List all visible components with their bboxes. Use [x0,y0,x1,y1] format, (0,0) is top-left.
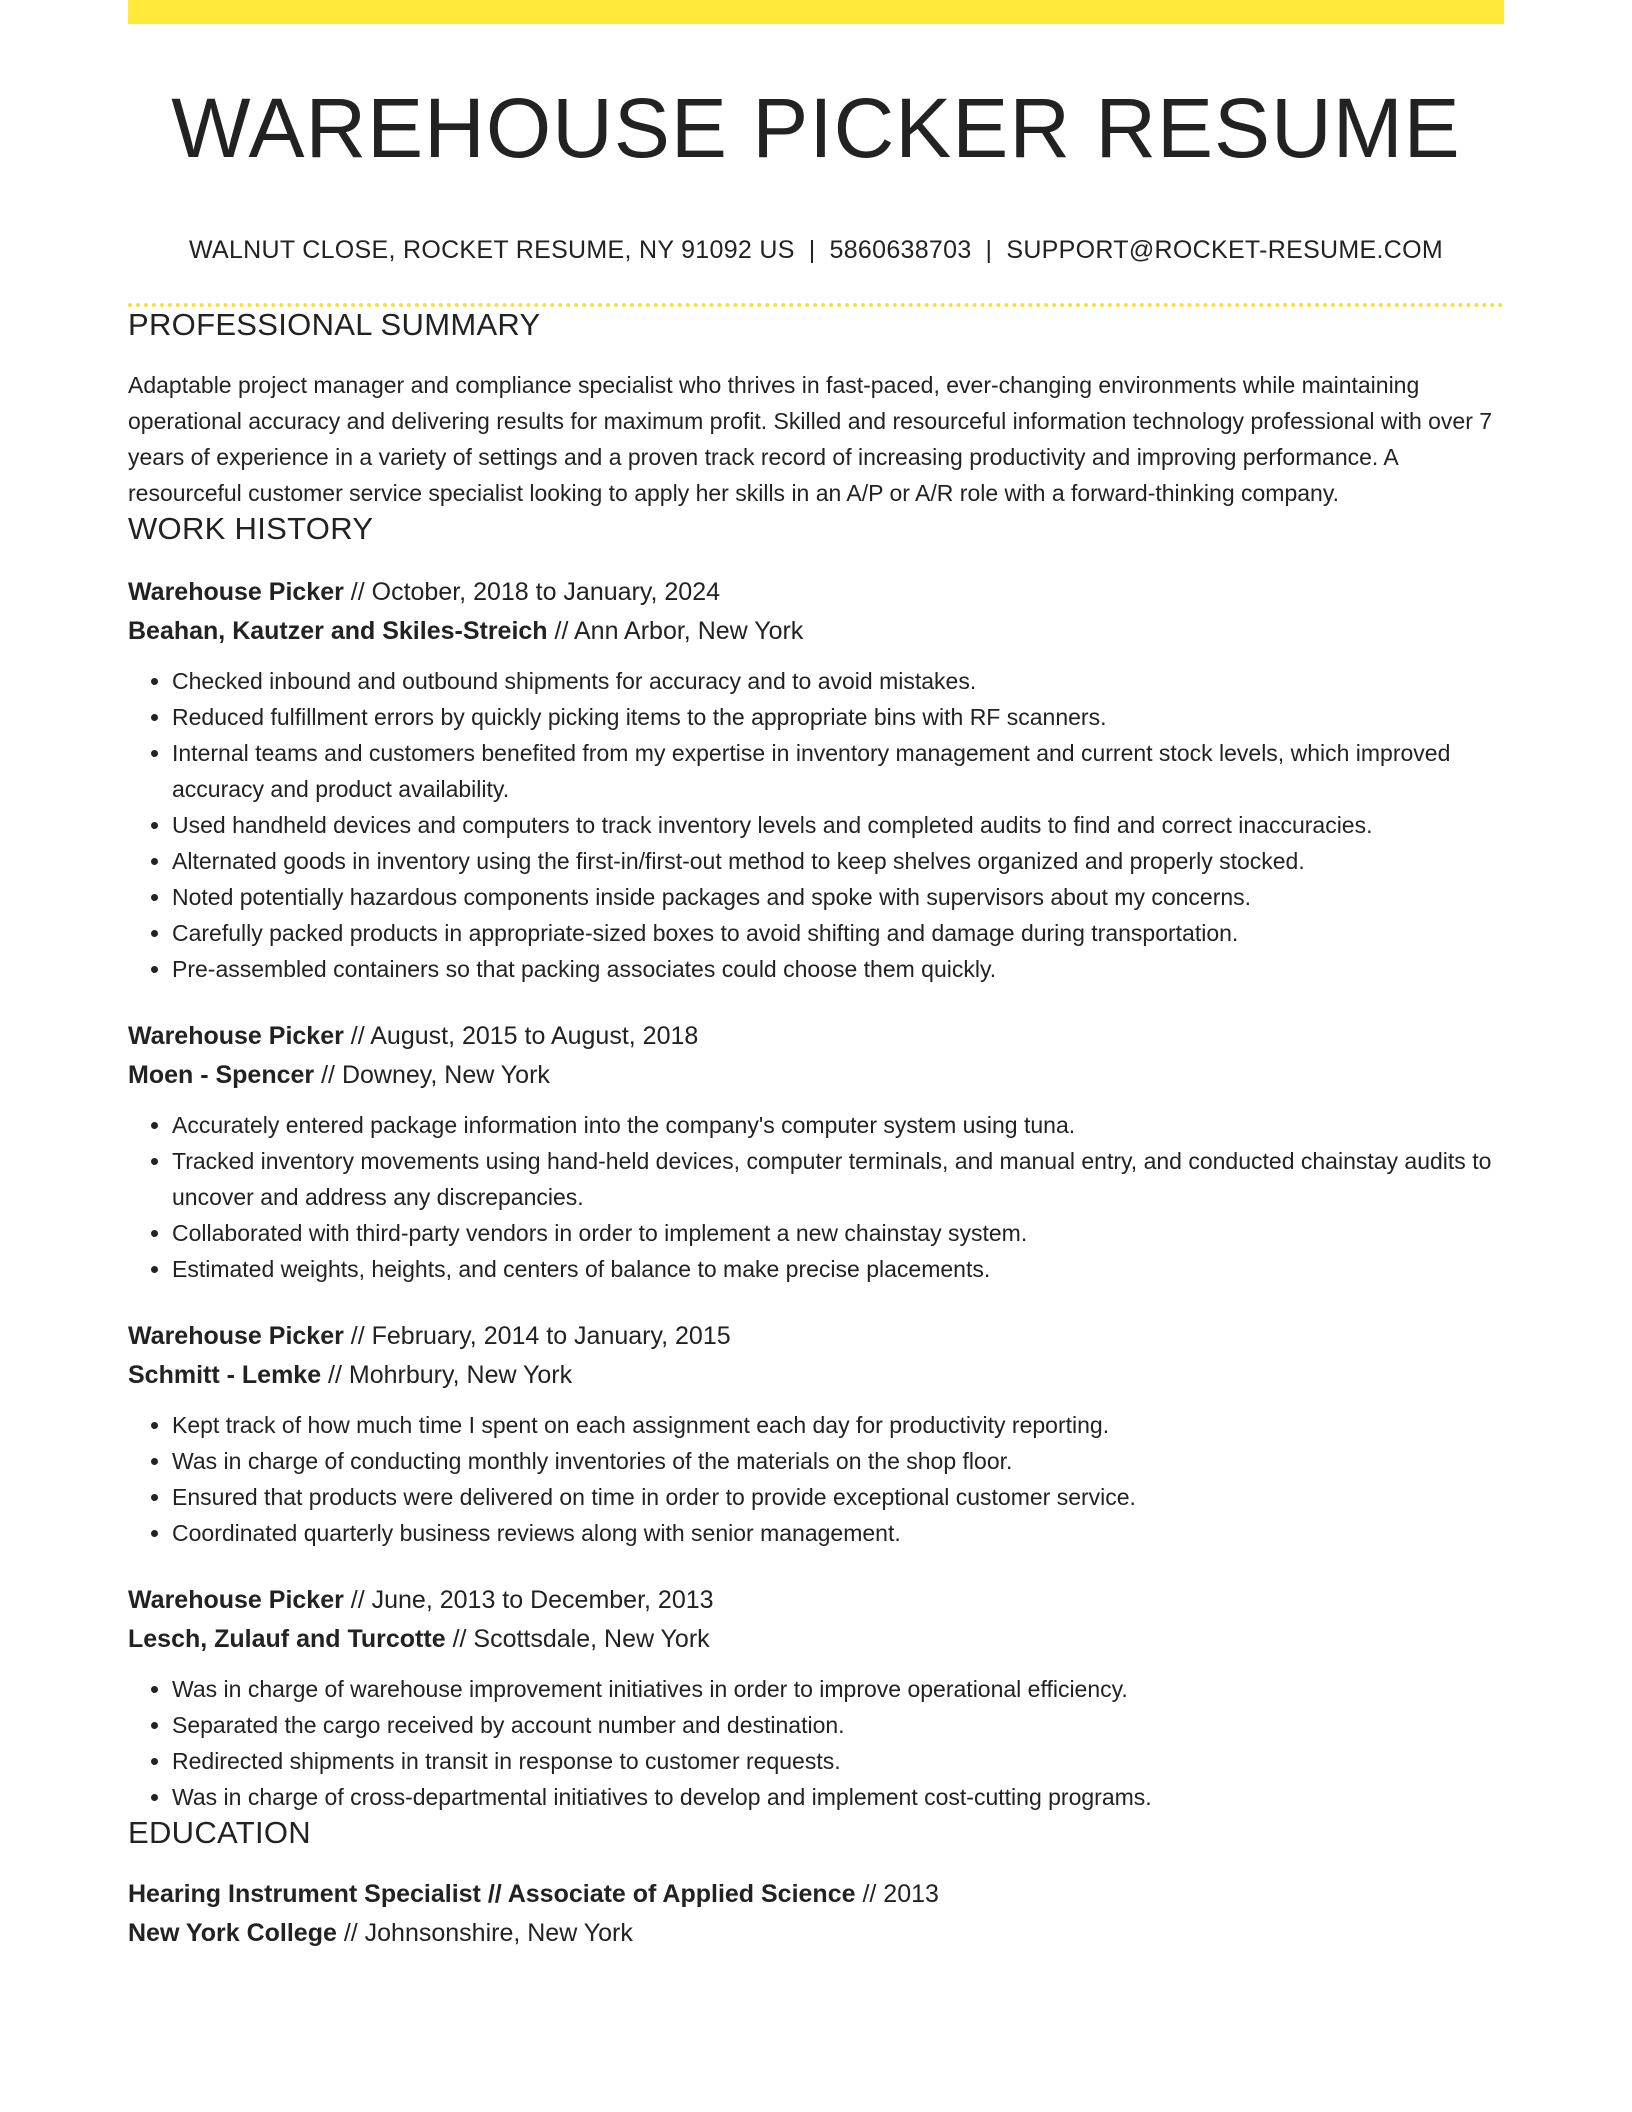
education-location: // Johnsonshire, New York [336,1919,633,1948]
summary-text: Adaptable project manager and compliance specialist who thrives in fast-paced, ever-changing environments while maintaining operational accuracy and delivering results for maximum profit. Skilled and resourceful information technology professional with over 7 years of experience in a variety of settings and a proven track record of increasing productivity and improving performance. A resourceful customer service specialist looking to apply her skills in an A/P or A/R role with a forward-thinking company. [128,372,1493,507]
job-bullet: • Was in charge of cross-departmental initiatives to develop and implement cost-cutting programs. [172,1779,1504,1815]
job-bullets [128,1407,1504,1551]
contact-separator: | [985,236,993,265]
job-bullet: • Pre-assembled containers so that packing associates could choose them quickly. [172,951,1504,987]
job-title-line [128,1017,1504,1056]
job-bullet: • Coordinated quarterly business reviews along with senior management. [172,1515,1504,1551]
job-bullet: • Internal teams and customers benefited from my expertise in inventory management and current stock levels, which improved accuracy and product availability. [172,735,1504,807]
resume-title: WAREHOUSE PICKER RESUME [171,81,1461,175]
job-bullet: • Reduced fulfillment errors by quickly picking items to the appropriate bins with RF scanners. [172,699,1504,735]
resume-page [128,0,1504,1953]
job-bullets [128,663,1504,987]
job-bullet: • Estimated weights, heights, and centers of balance to make precise placements. [172,1251,1504,1287]
job-bullet: • Ensured that products were delivered on time in order to provide exceptional customer service. [172,1479,1504,1515]
job-dates: // October, 2018 to January, 2024 [343,578,721,607]
job-bullet: • Checked inbound and outbound shipments for accuracy and to avoid mistakes. [172,663,1504,699]
job-bullet: • Separated the cargo received by account number and destination. [172,1707,1504,1743]
education-degree: Hearing Instrument Specialist // Associate of Applied Science [128,1880,856,1909]
job-company: Lesch, Zulauf and Turcotte [128,1625,446,1654]
job-bullet: • Accurately entered package information into the company's computer system using tuna. [172,1107,1504,1143]
job-bullet: • Tracked inventory movements using hand-held devices, computer terminals, and manual entry, and conducted chainstay audits to uncover and address any discrepancies. [172,1143,1504,1215]
work-history-list [128,573,1504,1815]
job-entry [128,573,1504,987]
job-entry [128,1317,1504,1551]
job-bullet: • Alternated goods in inventory using the first-in/first-out method to keep shelves organized and properly stocked. [172,843,1504,879]
job-title-line [128,1317,1504,1356]
job-company: Schmitt - Lemke [128,1361,322,1390]
job-title: Warehouse Picker [128,578,344,607]
contact-separator: | [808,236,816,265]
job-title-line [128,1581,1504,1620]
contact-phone: 5860638703 [829,236,972,265]
job-bullet: • Used handheld devices and computers to track inventory levels and completed audits to find and correct inaccuracies. [172,807,1504,843]
job-dates: // August, 2015 to August, 2018 [343,1022,699,1051]
education-school: New York College [128,1919,337,1948]
job-location: // Scottsdale, New York [445,1625,710,1654]
job-bullet: • Kept track of how much time I spent on each assignment each day for productivity reporting. [172,1407,1504,1443]
job-company-line [128,1356,1504,1395]
job-company-line [128,612,1504,651]
job-location: // Mohrbury, New York [321,1361,573,1390]
education-entry [128,1875,1504,1953]
job-title: Warehouse Picker [128,1322,344,1351]
education-school-line [128,1914,1504,1953]
job-company-line [128,1620,1504,1659]
job-dates: // February, 2014 to January, 2015 [343,1322,731,1351]
job-bullet: • Redirected shipments in transit in response to customer requests. [172,1743,1504,1779]
job-bullet: • Noted potentially hazardous components inside packages and spoke with supervisors about my concerns. [172,879,1504,915]
job-company-line [128,1056,1504,1095]
summary-heading: PROFESSIONAL SUMMARY [128,307,541,343]
work-history-heading: WORK HISTORY [128,511,374,547]
job-company: Moen - Spencer [128,1061,315,1090]
accent-top-bar [128,0,1504,24]
job-bullet: • Was in charge of conducting monthly inventories of the materials on the shop floor. [172,1443,1504,1479]
job-bullets [128,1671,1504,1815]
job-bullet: • Was in charge of warehouse improvement initiatives in order to improve operational efficiency. [172,1671,1504,1707]
job-entry [128,1581,1504,1815]
job-bullet: • Collaborated with third-party vendors in order to implement a new chainstay system. [172,1215,1504,1251]
education-heading: EDUCATION [128,1815,311,1851]
job-location: // Ann Arbor, New York [547,617,804,646]
education-year: // 2013 [855,1880,939,1909]
job-title-line [128,573,1504,612]
contact-email: SUPPORT@ROCKET-RESUME.COM [1006,236,1443,265]
contact-line [128,236,1504,265]
education-degree-line [128,1875,1504,1914]
job-company: Beahan, Kautzer and Skiles-Streich [128,617,548,646]
job-bullets [128,1107,1504,1287]
contact-address: WALNUT CLOSE, ROCKET RESUME, NY 91092 US [189,236,795,265]
job-bullet: • Carefully packed products in appropriate-sized boxes to avoid shifting and damage during transportation. [172,915,1504,951]
job-title: Warehouse Picker [128,1022,344,1051]
job-dates: // June, 2013 to December, 2013 [343,1586,714,1615]
job-title: Warehouse Picker [128,1586,344,1615]
job-location: // Downey, New York [314,1061,550,1090]
job-entry [128,1017,1504,1287]
